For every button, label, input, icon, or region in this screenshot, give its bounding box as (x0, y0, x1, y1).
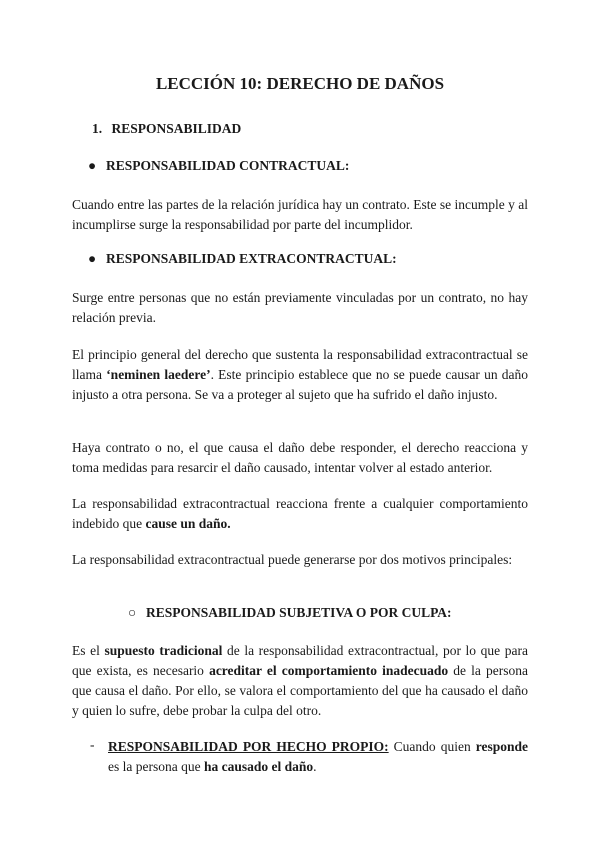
extracontractual-paragraph-5: La responsabilidad extracontractual puede generarse por dos motivos principales: (72, 552, 513, 567)
section-label: RESPONSABILIDAD (111, 121, 242, 136)
heading-contractual (88, 158, 349, 174)
p2-bold-term: ‘neminen laedere’ (106, 367, 211, 382)
extracontractual-paragraph-4 (72, 494, 528, 534)
hecho-propio-item (108, 737, 528, 777)
contractual-paragraph: Cuando entre las partes de la relación jurídica hay un contrato. Este se incumple y al incumplirse surge la responsabilidad por parte del incumplidor. (72, 197, 528, 232)
hecho-propio-text-3: . (313, 759, 317, 774)
hecho-propio-text-2: es la persona que (108, 759, 204, 774)
subjetiva-text-2: de la responsabilidad extracontractual, por lo que para que exista, es necesario (72, 643, 528, 678)
p2-text-a: El principio general del derecho que sustenta la responsabilidad extracontractual se llama (72, 347, 528, 382)
p2-text-b: . Este principio establece que no se puede causar un daño injusto a otra persona. Se va a proteger al sujeto que ha sufrido el daño injusto. (72, 367, 528, 402)
dash-bullet: - (90, 737, 95, 752)
subjetiva-paragraph (72, 641, 528, 721)
extracontractual-paragraph-1: Surge entre personas que no están previamente vinculadas por un contrato, no hay relación previa. (72, 290, 528, 325)
hecho-propio-label: RESPONSABILIDAD POR HECHO PROPIO: (108, 739, 389, 754)
hecho-propio-bold-1: responde (475, 739, 528, 754)
page-title: LECCIÓN 10: DERECHO DE DAÑOS (155, 74, 445, 93)
hollow-bullet-icon: ○ (128, 605, 137, 620)
hecho-propio-bold-2: ha causado el daño (203, 759, 314, 774)
subjetiva-bold-2: acreditar el comportamiento inadecuado (209, 663, 449, 678)
heading-subjetiva-label: RESPONSABILIDAD SUBJETIVA O POR CULPA: (146, 605, 452, 620)
hecho-propio-text-1: Cuando quien (388, 739, 476, 754)
section-number: 1. (92, 121, 103, 136)
heading-extracontractual (88, 251, 397, 267)
extracontractual-paragraph-2 (72, 345, 528, 405)
heading-contractual-label: RESPONSABILIDAD CONTRACTUAL: (106, 158, 350, 173)
extracontractual-paragraph-3: Haya contrato o no, el que causa el daño debe responder, el derecho reacciona y toma medidas para resarcir el daño causado, intentar volver al estado anterior. (72, 440, 528, 475)
subjetiva-text-1: Es el (72, 643, 105, 658)
subjetiva-text-3: de la persona que causa el daño. Por ello, se valora el comportamiento del que ha causado el daño y quien lo sufre, debe probar la culpa del otro. (72, 663, 528, 718)
bullet-icon: ● (88, 158, 97, 173)
subjetiva-bold-1: supuesto tradicional (104, 643, 223, 658)
p4-bold: cause un daño. (145, 516, 231, 531)
heading-subjetiva (128, 605, 452, 621)
bullet-icon: ● (88, 251, 97, 266)
heading-extracontractual-label: RESPONSABILIDAD EXTRACONTRACTUAL: (106, 251, 397, 266)
p4-text-a: La responsabilidad extracontractual reacciona frente a cualquier comportamiento indebido que (72, 496, 528, 531)
section-heading-responsabilidad (92, 121, 241, 137)
